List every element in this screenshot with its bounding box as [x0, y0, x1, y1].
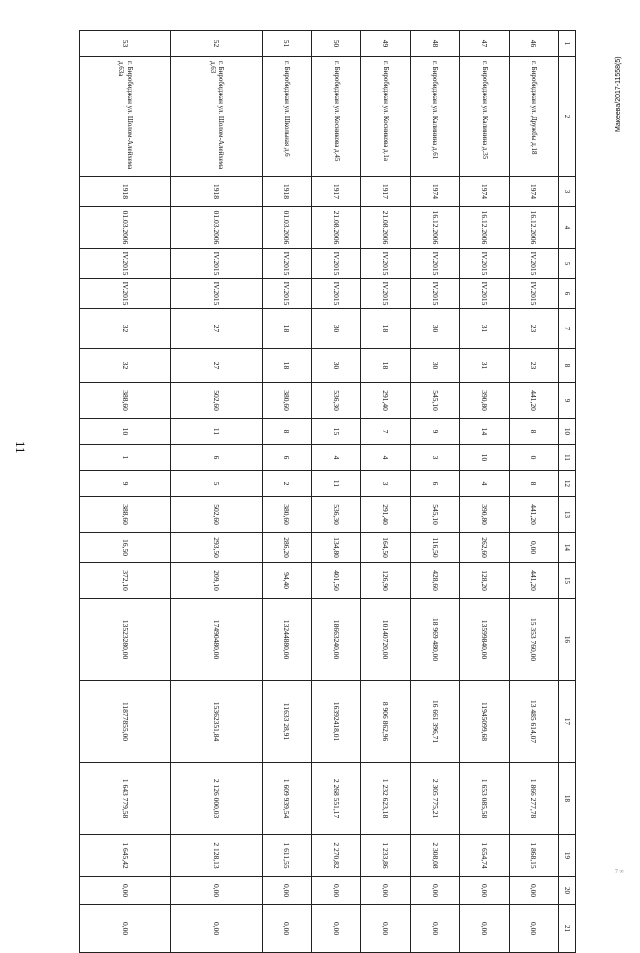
rotated-table-container: [79, 30, 576, 936]
table-cell: 30: [410, 349, 459, 383]
column-number-15: 15: [559, 563, 576, 599]
table-row: [460, 31, 509, 953]
table-cell: 0: [509, 445, 558, 471]
address-cell: г. Биробиджан ул. Школьная д.6: [262, 57, 311, 177]
table-cell: 2 305 775,21: [410, 763, 459, 835]
table-cell: 14: [460, 419, 509, 445]
table-cell: 18 969 480,00: [410, 599, 459, 681]
table-cell: 545,10: [410, 497, 459, 533]
corner-stamp: 7 ∞: [615, 869, 624, 875]
table-cell: 380,60: [262, 497, 311, 533]
table-cell: 388,60: [80, 383, 171, 419]
table-cell: 502,60: [171, 497, 262, 533]
table-cell: 390,80: [460, 383, 509, 419]
table-cell: 18: [262, 349, 311, 383]
table-cell: 10: [460, 445, 509, 471]
table-cell: 3: [410, 445, 459, 471]
table-cell: 164,50: [361, 533, 410, 563]
table-cell: 134,80: [312, 533, 361, 563]
address-cell: г. Биробиджан ул. Калинина д.61: [410, 57, 459, 177]
table-cell: 01.03.2006: [80, 207, 171, 249]
housing-data-table: [79, 30, 576, 953]
table-body: [80, 31, 559, 953]
table-cell: 11945099,68: [460, 681, 509, 763]
table-row: [410, 31, 459, 953]
table-cell: 2 270,82: [312, 835, 361, 877]
table-cell: 11877855,00: [80, 681, 171, 763]
table-cell: IV.2015: [509, 249, 558, 279]
table-cell: 1918: [262, 177, 311, 207]
table-cell: 8: [509, 471, 558, 497]
table-cell: 2 128,13: [171, 835, 262, 877]
table-cell: IV.2015: [80, 249, 171, 279]
table-cell: 15362351,84: [171, 681, 262, 763]
table-cell: 1 868,15: [509, 835, 558, 877]
table-cell: 53: [80, 31, 171, 57]
column-number-20: 20: [559, 877, 576, 905]
table-cell: 116,50: [410, 533, 459, 563]
table-cell: 380,60: [262, 383, 311, 419]
table-row: [361, 31, 410, 953]
column-number-8: 8: [559, 349, 576, 383]
column-number-13: 13: [559, 497, 576, 533]
table-cell: 291,40: [361, 497, 410, 533]
table-cell: 1917: [361, 177, 410, 207]
table-cell: 11: [171, 419, 262, 445]
table-cell: 3: [361, 471, 410, 497]
table-cell: 32: [80, 349, 171, 383]
column-number-6: 6: [559, 279, 576, 309]
table-cell: IV.2015: [262, 279, 311, 309]
column-number-14: 14: [559, 533, 576, 563]
table-cell: 16.12.2006: [509, 207, 558, 249]
table-cell: IV.2015: [460, 249, 509, 279]
table-cell: 30: [312, 349, 361, 383]
table-cell: 0,00: [171, 905, 262, 953]
table-cell: 441,20: [509, 563, 558, 599]
table-cell: 293,50: [171, 533, 262, 563]
column-number-4: 4: [559, 207, 576, 249]
table-cell: 0,00: [460, 877, 509, 905]
table-cell: 27: [171, 309, 262, 349]
table-cell: 94,40: [262, 563, 311, 599]
table-cell: 7: [361, 419, 410, 445]
table-cell: 17490480,00: [171, 599, 262, 681]
table-cell: 1 654,74: [460, 835, 509, 877]
table-cell: 18: [361, 309, 410, 349]
table-cell: 536,30: [312, 497, 361, 533]
table-cell: 1974: [410, 177, 459, 207]
table-cell: 209,10: [171, 563, 262, 599]
table-cell: IV.2015: [80, 279, 171, 309]
column-number-11: 11: [559, 445, 576, 471]
table-cell: 1974: [509, 177, 558, 207]
table-cell: IV.2015: [410, 249, 459, 279]
table-cell: 0,00: [410, 905, 459, 953]
table-cell: 01.03.2006: [262, 207, 311, 249]
table-cell: 1 233,86: [361, 835, 410, 877]
table-row: [171, 31, 262, 953]
table-cell: IV.2015: [312, 249, 361, 279]
table-cell: 46: [509, 31, 558, 57]
table-cell: 18: [262, 309, 311, 349]
table-cell: 10: [80, 419, 171, 445]
table-cell: 1917: [312, 177, 361, 207]
table-cell: 9: [410, 419, 459, 445]
table-cell: 8: [509, 419, 558, 445]
table-row: [80, 31, 171, 953]
table-cell: 32: [80, 309, 171, 349]
table-cell: 286,20: [262, 533, 311, 563]
table-cell: 8: [262, 419, 311, 445]
table-cell: 18663240,00: [312, 599, 361, 681]
column-number-3: 3: [559, 177, 576, 207]
table-cell: 31: [460, 349, 509, 383]
table-cell: 441,20: [509, 497, 558, 533]
table-cell: 4: [361, 445, 410, 471]
table-cell: 6: [262, 445, 311, 471]
table-cell: IV.2015: [171, 249, 262, 279]
table-cell: 16.12.2006: [410, 207, 459, 249]
table-cell: 126,90: [361, 563, 410, 599]
table-cell: 291,40: [361, 383, 410, 419]
table-cell: 0,00: [262, 877, 311, 905]
table-cell: 21.08.2006: [312, 207, 361, 249]
table-cell: 16 661 396,71: [410, 681, 459, 763]
table-cell: 18: [361, 349, 410, 383]
table-cell: 0,00: [509, 905, 558, 953]
column-number-5: 5: [559, 249, 576, 279]
column-number-2: 2: [559, 57, 576, 177]
table-cell: 545,10: [410, 383, 459, 419]
address-cell: г. Биробиджан ул. Калинина д.35: [460, 57, 509, 177]
table-cell: 262,60: [460, 533, 509, 563]
table-cell: 49: [361, 31, 410, 57]
table-cell: 27: [171, 349, 262, 383]
column-number-21: 21: [559, 905, 576, 953]
table-cell: 1918: [80, 177, 171, 207]
address-cell: г. Биробиджан ул. Шолом-Алейхема д.63а: [80, 57, 171, 177]
table-cell: 128,20: [460, 563, 509, 599]
table-cell: 0,00: [361, 905, 410, 953]
table-cell: 0,00: [509, 533, 558, 563]
table-cell: 50: [312, 31, 361, 57]
table-cell: 428,60: [410, 563, 459, 599]
table-cell: 1 643 779,58: [80, 763, 171, 835]
table-cell: IV.2015: [262, 249, 311, 279]
table-cell: 48: [410, 31, 459, 57]
table-cell: 2 268 551,17: [312, 763, 361, 835]
column-number-16: 16: [559, 599, 576, 681]
table-cell: IV.2015: [410, 279, 459, 309]
table-cell: 1 609 939,54: [262, 763, 311, 835]
table-cell: 23: [509, 309, 558, 349]
table-cell: 0,00: [312, 877, 361, 905]
table-row: [312, 31, 361, 953]
table-cell: IV.2015: [509, 279, 558, 309]
table-cell: 502,60: [171, 383, 262, 419]
table-cell: IV.2015: [460, 279, 509, 309]
table-cell: 15: [312, 419, 361, 445]
table-cell: 0,00: [80, 877, 171, 905]
table-cell: 13 485 614,07: [509, 681, 558, 763]
table-cell: 1 866 277,78: [509, 763, 558, 835]
table-cell: 372,10: [80, 563, 171, 599]
table-cell: 1: [80, 445, 171, 471]
table-cell: 30: [312, 309, 361, 349]
table-cell: 52: [171, 31, 262, 57]
table-cell: IV.2015: [361, 279, 410, 309]
table-cell: 0,00: [410, 877, 459, 905]
table-cell: 47: [460, 31, 509, 57]
table-cell: 1 611,55: [262, 835, 311, 877]
column-number-10: 10: [559, 419, 576, 445]
table-cell: 1 653 085,58: [460, 763, 509, 835]
table-cell: 6: [410, 471, 459, 497]
table-cell: 6: [171, 445, 262, 471]
table-cell: 13523280,00: [80, 599, 171, 681]
document-reference-note: [613, 14, 633, 144]
address-cell: г. Биробиджан ул. Косникова д.45: [312, 57, 361, 177]
table-cell: 15 353 760,00: [509, 599, 558, 681]
address-cell: г. Биробиджан ул. Дружбы д.18: [509, 57, 558, 177]
table-cell: 13244880,00: [262, 599, 311, 681]
table-cell: 2: [262, 471, 311, 497]
table-cell: 0,00: [361, 877, 410, 905]
table-cell: 4: [460, 471, 509, 497]
address-cell: г. Биробиджан ул. Шолом-Алейхема д.63: [171, 57, 262, 177]
table-cell: 1974: [460, 177, 509, 207]
table-cell: 13599840,00: [460, 599, 509, 681]
table-cell: 0,00: [262, 905, 311, 953]
table-cell: 01.03.2006: [171, 207, 262, 249]
table-cell: 388,60: [80, 497, 171, 533]
table-cell: 16,50: [80, 533, 171, 563]
table-cell: 11633 28,91: [262, 681, 311, 763]
table-cell: IV.2015: [171, 279, 262, 309]
table-cell: 8 906 862,96: [361, 681, 410, 763]
table-cell: 0,00: [171, 877, 262, 905]
table-cell: 5: [171, 471, 262, 497]
table-cell: 441,20: [509, 383, 558, 419]
table-header-row: [559, 31, 576, 953]
table-cell: 4: [312, 445, 361, 471]
table-cell: 2 308,08: [410, 835, 459, 877]
table-cell: 21.08.2006: [361, 207, 410, 249]
column-number-1: 1: [559, 31, 576, 57]
table-cell: 11: [312, 471, 361, 497]
table-cell: 0,00: [509, 877, 558, 905]
column-number-18: 18: [559, 763, 576, 835]
address-cell: г. Биробиджан ул. Косникова д.1а: [361, 57, 410, 177]
table-cell: 51: [262, 31, 311, 57]
table-cell: 1918: [171, 177, 262, 207]
column-number-12: 12: [559, 471, 576, 497]
column-number-19: 19: [559, 835, 576, 877]
table-cell: 401,50: [312, 563, 361, 599]
column-number-9: 9: [559, 383, 576, 419]
table-cell: 1 232 623,18: [361, 763, 410, 835]
column-number-17: 17: [559, 681, 576, 763]
table-cell: 536,30: [312, 383, 361, 419]
table-cell: 0,00: [312, 905, 361, 953]
document-reference-text: Макеева/2017-11558(5): [615, 56, 622, 132]
document-sheet: [79, 30, 576, 936]
table-row: [509, 31, 558, 953]
column-number-7: 7: [559, 309, 576, 349]
table-cell: 10140720,00: [361, 599, 410, 681]
table-cell: IV.2015: [361, 249, 410, 279]
table-cell: 31: [460, 309, 509, 349]
table-cell: 0,00: [460, 905, 509, 953]
table-row: [262, 31, 311, 953]
table-cell: 30: [410, 309, 459, 349]
table-cell: 23: [509, 349, 558, 383]
table-cell: IV.2015: [312, 279, 361, 309]
table-cell: 16392418,01: [312, 681, 361, 763]
table-cell: 0,00: [80, 905, 171, 953]
table-cell: 1 645,42: [80, 835, 171, 877]
table-cell: 16.12.2006: [460, 207, 509, 249]
table-cell: 2 126 000,03: [171, 763, 262, 835]
table-cell: 9: [80, 471, 171, 497]
page-number: 11: [13, 441, 28, 454]
table-cell: 390,80: [460, 497, 509, 533]
